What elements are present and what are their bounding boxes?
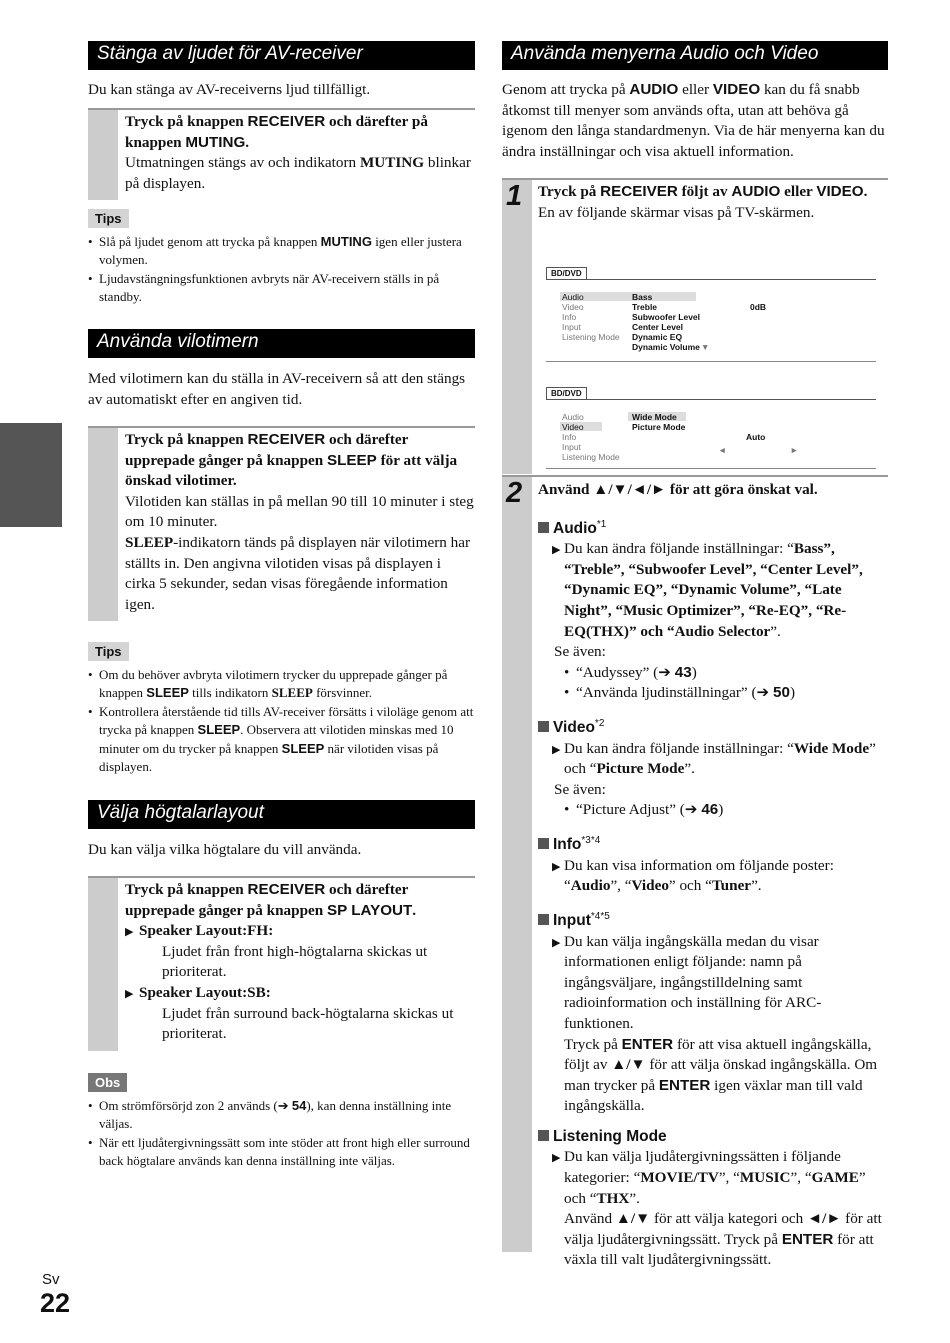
sleep-tips-label: Tips xyxy=(88,642,129,661)
step-number: 2 xyxy=(506,477,523,509)
triangle-icon: ▶ xyxy=(125,987,134,1000)
page-number: 22 xyxy=(40,1288,71,1318)
obs-label: Obs xyxy=(88,1073,127,1092)
heading-audio-video: Använda menyerna Audio och Video xyxy=(502,41,888,70)
heading-sleep: Använda vilotimern xyxy=(88,329,475,358)
arrow-keys-icon: ▲/▼/◄/► xyxy=(593,481,667,498)
arrow-ref-icon: ➔ xyxy=(756,684,770,702)
menu-video[interactable]: Video xyxy=(562,302,584,312)
menu-info[interactable]: Info xyxy=(562,432,577,442)
menu-audio[interactable]: Audio xyxy=(562,292,584,302)
menu-video[interactable]: Video xyxy=(562,422,584,432)
scroll-down-icon: ▼ xyxy=(701,342,710,352)
heading-layout: Välja högtalarlayout xyxy=(88,800,475,829)
triangle-icon: ▶ xyxy=(125,926,134,939)
menu-listening-mode[interactable]: Listening Mode xyxy=(562,452,620,462)
item-subwoofer-level[interactable]: Subwoofer Level xyxy=(632,312,701,322)
av-intro: Genom att trycka på AUDIO eller VIDEO kan du få snabb åtkomst till menyer som används ofta, utan att behöva gå igenom den långa standardmenyn. Via de här menyerna kan du ändra inställningar och visa aktuell information. xyxy=(502,81,885,160)
value-display: Auto xyxy=(746,432,766,442)
mute-step: Tryck på knappen RECEIVER och därefter på knappen MUTING. Utmatningen stängs av och indikatorn MUTING blinkar på displayen. xyxy=(88,108,475,200)
menu-input[interactable]: Input xyxy=(562,322,581,332)
footer-language: Sv xyxy=(42,1271,60,1288)
mute-intro: Du kan stänga av AV-receiverns ljud tillfälligt. xyxy=(88,81,371,98)
sleep-intro: Med vilotimern kan du ställa in AV-receivern så att den stängs av automatiskt efter en angiven tid. xyxy=(88,370,466,408)
tip-item: • Slå på ljudet genom att trycka på knappen MUTING igen eller justera volymen. xyxy=(88,233,478,270)
tv-screen-video: BD/DVD Audio Video Info Input Listening Mode Wide Mode Picture Mode Auto ◄ ► xyxy=(546,387,876,469)
obs-notes xyxy=(88,1097,478,1171)
heading-mute: Stänga av ljudet för AV-receiver xyxy=(88,41,475,70)
arrow-ref-icon: ➔ xyxy=(658,663,671,681)
info-section-title: Info$^{*3*4}$ xyxy=(538,831,886,856)
step-number: 1 xyxy=(506,180,523,212)
value-display: 0dB xyxy=(750,302,767,312)
menu-audio[interactable]: Audio xyxy=(562,412,584,422)
layout-intro: Du kan välja vilka högtalare du vill använda. xyxy=(88,841,362,858)
listening-section-title: Listening Mode xyxy=(538,1127,886,1148)
sleep-tips xyxy=(88,666,478,776)
note-item: • Om strömförsörjd zon 2 används (➔ 54), kan denna inställning inte väljas. xyxy=(88,1097,478,1134)
tv-screen-audio: BD/DVD Audio Video Info Input Listening Mode Bass Treble Subwoofer Level Center Level Dynamic EQ Dynamic Volume 0dB ▼ xyxy=(546,267,876,362)
note-item: • När ett ljudåtergivningssätt som inte stöder att front high eller surround back högtalare används kan denna inställning inte väljas. xyxy=(88,1134,478,1171)
item-bass[interactable]: Bass xyxy=(632,292,653,302)
left-arrow-icon: ◄ xyxy=(718,445,727,455)
av-step-1: 1 Tryck på RECEIVER följt av AUDIO eller VIDEO. En av följande skärmar visas på TV-skärmen. BD/DVD Audio Video Info Input Listening Mode Bass Treble Subwoofer Level Center Level Dynamic EQ Dynamic Volume 0dB ▼ BD/DVD Audio Video Info Input Listening Mode Wide Mode Picture Mode Auto ◄ ► xyxy=(502,178,888,474)
av-step-2: 2 Använd ▲/▼/◄/► för att göra önskat val. Audio$^{*1}$ ▶ Du kan ändra följande inställningar: “Bass”, “Treble”, “Subwoofer Level”, “Center Level”, “Dynamic EQ”, “Dynamic Volume”, “Late Night”, “Music Optimizer”, “Re-EQ”, “Re-EQ(THX)” och “Audio Selector”. Se även: • “Audyssey” (➔ 43) • “Använda ljudinställningar” (➔ 50) Video$^{*2}$ ▶ Du kan ändra följande inställningar: “Wide Mode” och “Picture Mode”. Se även: • “Picture Adjust” (➔ 46) Info$^{*3*4}$ ▶ Du kan visa information om följande poster: “Audio”, “Video” och “Tuner”. Input$^{*4*5}$ ▶ Du kan välja ingångskälla medan du visar informationen enligt följande: namn på ingångsväljare, ingångstilldelning samt radioinformation och inställning för ARC-funktionen. Tryck på ENTER för att visa aktuell ingångskälla, följt av ▲/▼ för att välja önskad ingångskälla. Om man trycker på ENTER igen växlar man till vald ingångskälla. Listening Mode ▶ Du kan välja ljudåtergivningssätten i följande kategorier: “MOVIE/TV”, “MUSIC”, “GAME” och “THX”. Använd ▲/▼ för att välja kategori och ◄/► för att välja ljudåtergivningssätt. Tryck på ENTER för att växla till valt ljudåtergivningssätt. xyxy=(502,475,888,1252)
menu-info[interactable]: Info xyxy=(562,312,577,322)
menu-listening-mode[interactable]: Listening Mode xyxy=(562,332,620,342)
item-treble[interactable]: Treble xyxy=(632,302,658,312)
mute-tips xyxy=(88,233,478,307)
mute-tips-label: Tips xyxy=(88,209,129,228)
item-dynamic-volume[interactable]: Dynamic Volume xyxy=(632,342,700,352)
item-center-level[interactable]: Center Level xyxy=(632,322,684,332)
section-side-tab xyxy=(0,423,62,527)
tip-item: • Om du behöver avbryta vilotimern trycker du upprepade gånger på knappen SLEEP tills indikatorn SLEEP försvinner. xyxy=(88,666,478,703)
item-wide-mode[interactable]: Wide Mode xyxy=(632,412,677,422)
arrow-ref-icon: ➔ xyxy=(684,801,698,819)
tip-item: • Kontrollera återstående tid tills AV-receiver försätts i viloläge genom att trycka på knappen SLEEP. Observera att vilotiden minskas med 10 minuter om du trycker på knappen SLEEP när vilotiden visas på displayen. xyxy=(88,703,478,777)
item-dynamic-eq[interactable]: Dynamic EQ xyxy=(632,332,683,342)
tip-item: • Ljudavstängningsfunktionen avbryts när AV-receivern ställs in på standby. xyxy=(88,270,478,307)
sleep-step: Tryck på knappen RECEIVER och därefter upprepade gånger på knappen SLEEP för att välja önskad vilotimer. Vilotiden kan ställas in på mellan 90 till 10 minuter i steg om 10 minuter. SLEEP-indikatorn tänds på displayen när vilotimern har ställts in. Den angivna vilotiden visas på displayen i cirka 5 sekunder, sedan visas föregående information igen. xyxy=(88,426,475,621)
right-arrow-icon: ► xyxy=(790,445,799,455)
arrow-ref-icon: ➔ xyxy=(277,1098,289,1113)
audio-section-title: Audio$^{*1}$ xyxy=(538,515,886,540)
video-section-title: Video$^{*2}$ xyxy=(538,714,886,739)
input-section-title: Input$^{*4*5}$ xyxy=(538,907,886,932)
menu-input[interactable]: Input xyxy=(562,442,581,452)
layout-step: Tryck på knappen RECEIVER och därefter upprepade gånger på knappen SP LAYOUT. ▶ Speaker Layout:FH: Ljudet från front high-högtalarna skickas ut prioriterat. ▶ Speaker Layout:SB: Ljudet från surround back-högtalarna skickas ut prioriterat. xyxy=(88,876,475,1051)
item-picture-mode[interactable]: Picture Mode xyxy=(632,422,686,432)
